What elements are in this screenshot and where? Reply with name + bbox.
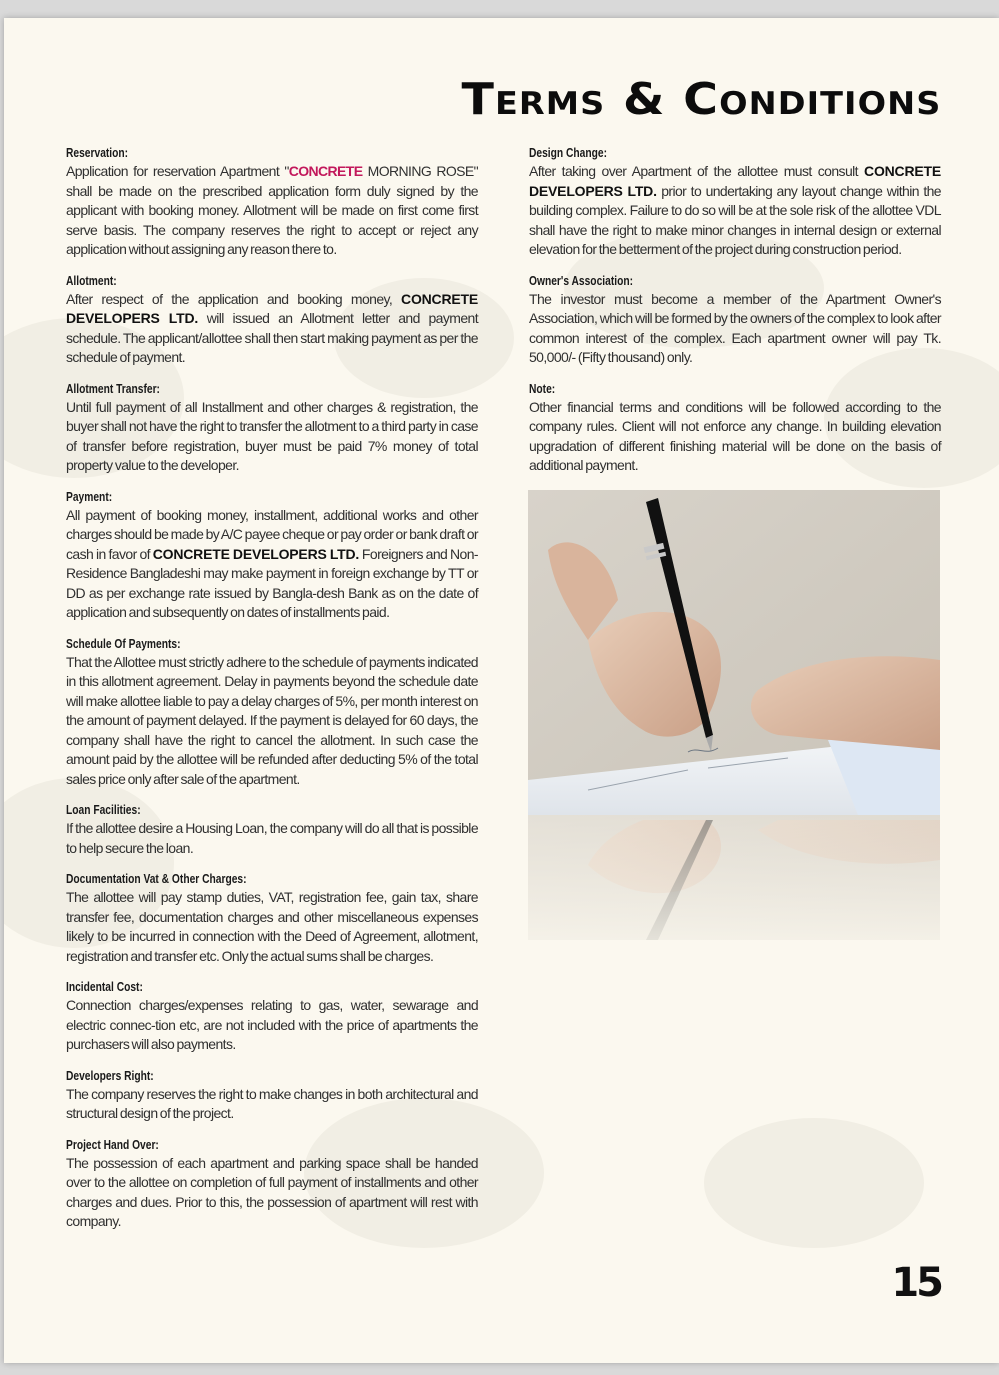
page-number: 15 bbox=[891, 1260, 941, 1306]
section-body bbox=[66, 653, 478, 790]
company-name: CONCRETE DEVELOPERS LTD. bbox=[529, 163, 941, 199]
section-heading: Schedule Of Payments: bbox=[66, 636, 181, 651]
terms-section bbox=[66, 274, 478, 368]
left-column bbox=[66, 146, 478, 1246]
body-text: Foreigners and Non-Residence Bangladeshi may make payment in foreign exchange by TT or DD as per exchange rate issued by Bangla-desh Bank as on the date of application and subsequently on dates of installments paid. bbox=[66, 545, 478, 620]
body-text: That the Allottee must strictly adhere to the schedule of payments indicated in this allotment agreement. Delay in payments beyond the schedule date will make allottee liable to pay a delay charges of 5%, per month interest on the amount of payment delayed. If the payment is delayed for 60 days, the company shall have the right to cancel the allotment. In such case the amount paid by the allottee will be refunded after deducting 5% of the total sales price only after sale of the apartment. bbox=[66, 653, 478, 787]
section-body bbox=[66, 1085, 478, 1124]
section-heading: Reservation: bbox=[66, 146, 129, 160]
section-heading: Loan Facilities: bbox=[66, 803, 141, 817]
section-body bbox=[66, 888, 478, 966]
section-heading: Owner's Association: bbox=[529, 273, 634, 288]
company-name: CONCRETE bbox=[288, 163, 363, 179]
body-text: Other financial terms and conditions will be followed according to the company rules. Client will not enforce any change. In building elevation upgradation of different finishing material will be done on the basis of additional payment. bbox=[529, 398, 941, 473]
section-body bbox=[66, 819, 478, 858]
body-text: prior to undertaking any layout change within the building complex. Failure to do so will be at the sole risk of the allottee VDL shall have the right to make minor changes in internal design or external elevation for the betterment of the project during construction period. bbox=[529, 182, 941, 257]
section-heading: Note: bbox=[529, 381, 556, 396]
terms-section bbox=[66, 1069, 478, 1124]
section-heading: Incidental Cost: bbox=[66, 980, 143, 994]
body-text: Until full payment of all Installment and other charges & registration, the buyer shall not have the right to transfer the allotment to a third party in case of transfer before registration, buyer must be paid 7% money of total property value to the developer. bbox=[66, 398, 478, 473]
body-text: After respect of the application and booking money, bbox=[66, 290, 402, 307]
section-body bbox=[529, 398, 941, 476]
company-name: CONCRETE DEVELOPERS LTD. bbox=[66, 290, 478, 326]
terms-section bbox=[529, 382, 941, 476]
section-heading: Project Hand Over: bbox=[66, 1137, 159, 1152]
body-text: Connection charges/expenses relating to gas, water, sewarage and electric connec-tion etc, are not included with the price of apartments the purchasers will also payments. bbox=[66, 997, 478, 1052]
section-body bbox=[529, 290, 941, 368]
company-name: CONCRETE DEVELOPERS LTD. bbox=[152, 545, 360, 562]
terms-section bbox=[529, 146, 941, 260]
section-body bbox=[66, 506, 478, 623]
terms-section bbox=[529, 274, 941, 368]
terms-section bbox=[66, 382, 478, 476]
body-text: The allottee will pay stamp duties, VAT, registration fee, gain tax, share transfer fee, documentation charges and other miscellaneous expenses likely to be incurred in connection with the Deed of Agreement, allotment, registration and transfer etc. Only the actual sums shall be charges. bbox=[66, 889, 478, 964]
section-heading: Payment: bbox=[66, 489, 113, 504]
body-text: Application for reservation Apartment " bbox=[66, 163, 289, 179]
section-body bbox=[529, 162, 941, 260]
section-body bbox=[66, 162, 478, 260]
body-text: After taking over Apartment of the allottee must consult bbox=[529, 163, 865, 179]
section-heading: Documentation Vat & Other Charges: bbox=[66, 872, 247, 886]
body-text: If the allottee desire a Housing Loan, the company will do all that is possible to help secure the loan. bbox=[66, 820, 478, 856]
right-column bbox=[529, 146, 941, 490]
terms-section bbox=[66, 637, 478, 790]
body-text: The possession of each apartment and parking space shall be handed over to the allottee on completion of full payment of installments and other charges and dues. Prior to this, the possession of apartment will rest with company. bbox=[66, 1154, 478, 1229]
body-text: The investor must become a member of the Apartment Owner's Association, which will be formed by the owners of the complex to look after common interest of the complex. Each apartment owner will pay Tk. 50,000/- (Fifty thousand) only. bbox=[529, 290, 941, 365]
terms-section bbox=[66, 1138, 478, 1232]
section-body bbox=[66, 996, 478, 1055]
section-heading: Developers Right: bbox=[66, 1068, 154, 1083]
signing-document-photo bbox=[528, 490, 940, 940]
body-text: will issued an Allotment letter and payment schedule. The applicant/allottee shall then start making payment as per the schedule of payment. bbox=[66, 310, 478, 365]
terms-section bbox=[66, 803, 478, 858]
section-body bbox=[66, 290, 478, 368]
section-body bbox=[66, 398, 478, 476]
section-heading: Allotment Transfer: bbox=[66, 381, 160, 396]
section-body bbox=[66, 1154, 478, 1232]
page-title: Terms & Conditions bbox=[461, 74, 941, 125]
section-heading: Design Change: bbox=[529, 146, 608, 160]
brochure-page bbox=[4, 18, 999, 1363]
terms-section bbox=[66, 490, 478, 623]
body-text: MORNING ROSE" shall be made on the prescribed application form duly signed by the applicant with booking money. Allotment will be made on first come first serve basis. The company reserves the right to accept or reject any application without assigning any reason there to. bbox=[66, 163, 478, 257]
terms-section bbox=[66, 980, 478, 1055]
body-text: All payment of booking money, installment, additional works and other charges should be made by A/C payee cheque or pay order or bank draft or cash in favor of bbox=[66, 506, 478, 562]
body-text: The company reserves the right to make changes in both architectural and structural design of the project. bbox=[66, 1085, 478, 1121]
terms-section bbox=[66, 872, 478, 966]
terms-section bbox=[66, 146, 478, 260]
section-heading: Allotment: bbox=[66, 273, 117, 288]
